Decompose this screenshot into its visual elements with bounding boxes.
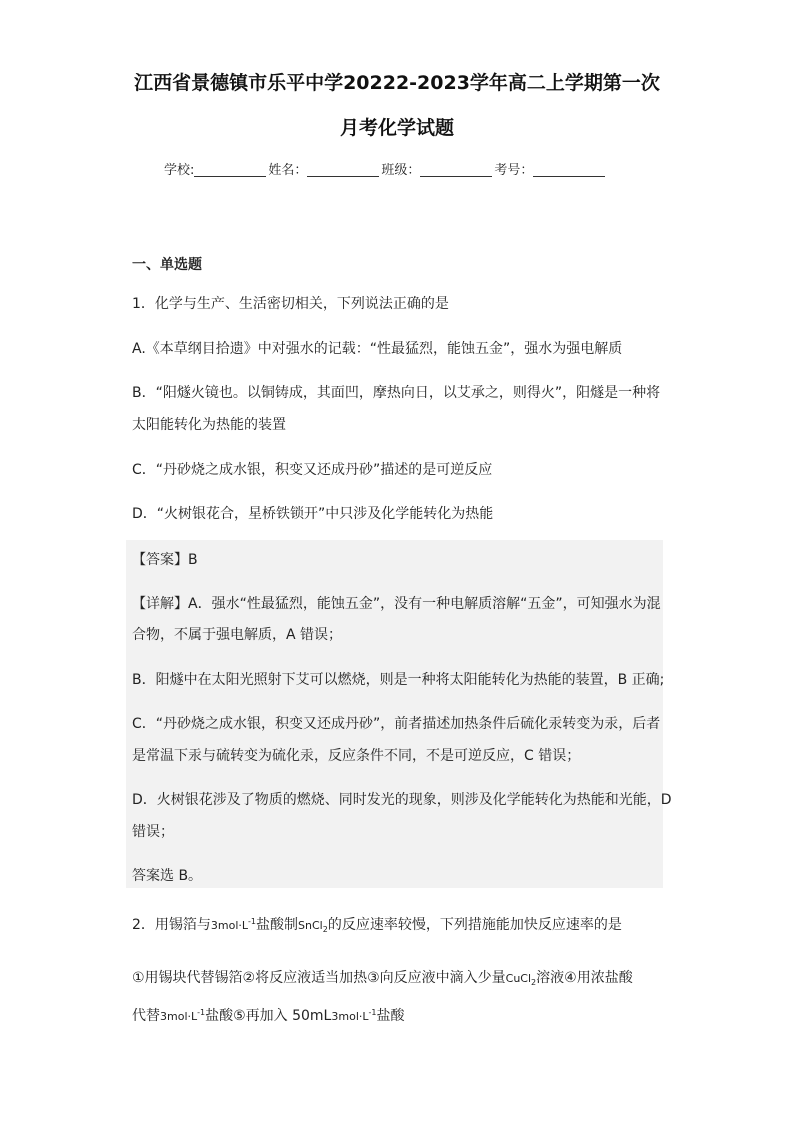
- section-heading: 一、单选题: [132, 257, 202, 273]
- q2-concentration: 3mol·L: [210, 919, 249, 932]
- number-label: 考号：: [494, 163, 534, 178]
- name-blank[interactable]: [307, 162, 379, 177]
- q2-text-3: 的反应速率较慢，下列措施能加快反应速率的是: [327, 917, 622, 933]
- question-1-stem: 1．化学与生产、生活密切相关，下列说法正确的是: [132, 296, 449, 312]
- answer-label: 【答案】B: [132, 552, 198, 568]
- paper-title-line-2: 月考化学试题: [339, 117, 454, 139]
- question-2-options-line-1: [132, 967, 633, 987]
- q2-sncl-formula: SnCl: [298, 919, 323, 932]
- explanation-line-1: 【详解】A．强水“性最猛烈，能蚀五金”，没有一种电解质溶解“五金”，可知强水为混: [132, 596, 661, 612]
- question-1-option-d: D．“火树银花合，星桥铁锁开”中只涉及化学能转化为热能: [132, 506, 494, 522]
- explanation-line-5: 是常温下汞与硫转变为硫化汞，反应条件不同，不是可逆反应，C 错误；: [132, 748, 581, 764]
- q2-text-1: 2．用锡箔与: [132, 917, 211, 933]
- q2-options-text-2: 溶液④用浓盐酸: [536, 970, 633, 986]
- explanation-line-3: B．阳燧中在太阳光照射下艾可以燃烧，则是一种将太阳能转化为热能的装置，B 正确;: [132, 672, 665, 688]
- q2-options-text-4: 盐酸⑤再加入 50mL: [205, 1008, 332, 1024]
- explanation-line-2: 合物，不属于强电解质，A 错误；: [132, 627, 343, 643]
- explanation-line-4: C．“丹砂烧之成水银，积变又还成丹砂”，前者描述加热条件后硫化汞转变为汞，后者: [132, 716, 661, 732]
- q2-concentration-exp: -1: [248, 917, 257, 926]
- question-1-option-b-line2: 太阳能转化为热能的装置: [132, 417, 286, 433]
- question-1-option-c: C．“丹砂烧之成水银，积变又还成丹砂”描述的是可逆反应: [132, 462, 493, 478]
- explanation-line-7: 错误；: [132, 824, 174, 840]
- number-blank[interactable]: [533, 162, 605, 177]
- question-2-options-line-2: [132, 1005, 404, 1025]
- q2-sncl-subscript: 2: [322, 925, 328, 934]
- class-blank[interactable]: [420, 162, 492, 177]
- q2-text-2: 盐酸制: [256, 917, 299, 933]
- paper-title-line-1: 江西省景德镇市乐平中学20222-2023学年高二上学期第一次: [134, 72, 660, 94]
- question-2-stem: [132, 914, 622, 934]
- q2-cucl-subscript: 2: [531, 978, 537, 987]
- school-blank[interactable]: [194, 162, 266, 177]
- explanation-line-8: 答案选 B。: [132, 868, 203, 884]
- student-info-row: [164, 159, 607, 178]
- question-1-option-a: A.《本草纲目拾遗》中对强水的记载：“性最猛烈，能蚀五金”，强水为强电解质: [132, 341, 623, 357]
- q2-options-text-3: 代替: [132, 1008, 160, 1024]
- q2-options-text-1: ①用锡块代替锡箔②将反应液适当加热③向反应液中滴入少量: [132, 970, 506, 986]
- q2-concentration-exp-2: -1: [197, 1008, 206, 1017]
- explanation-line-6: D．火树银花涉及了物质的燃烧、同时发光的现象，则涉及化学能转化为热能和光能，D: [132, 792, 672, 808]
- q2-concentration-3: 3mol·L: [331, 1010, 369, 1023]
- question-1-option-b-line1: B．“阳燧火镜也。以铜铸成，其面凹，摩热向日，以艾承之，则得火”，阳燧是一种将: [132, 385, 661, 401]
- q2-concentration-2: 3mol·L: [160, 1010, 198, 1023]
- school-label: 学校:: [164, 163, 195, 178]
- q2-concentration-exp-3: -1: [368, 1008, 377, 1017]
- name-label: 姓名：: [268, 163, 308, 178]
- q2-cucl-formula: CuCl: [505, 972, 532, 985]
- class-label: 班级：: [381, 163, 421, 178]
- q2-options-text-5: 盐酸: [376, 1008, 405, 1024]
